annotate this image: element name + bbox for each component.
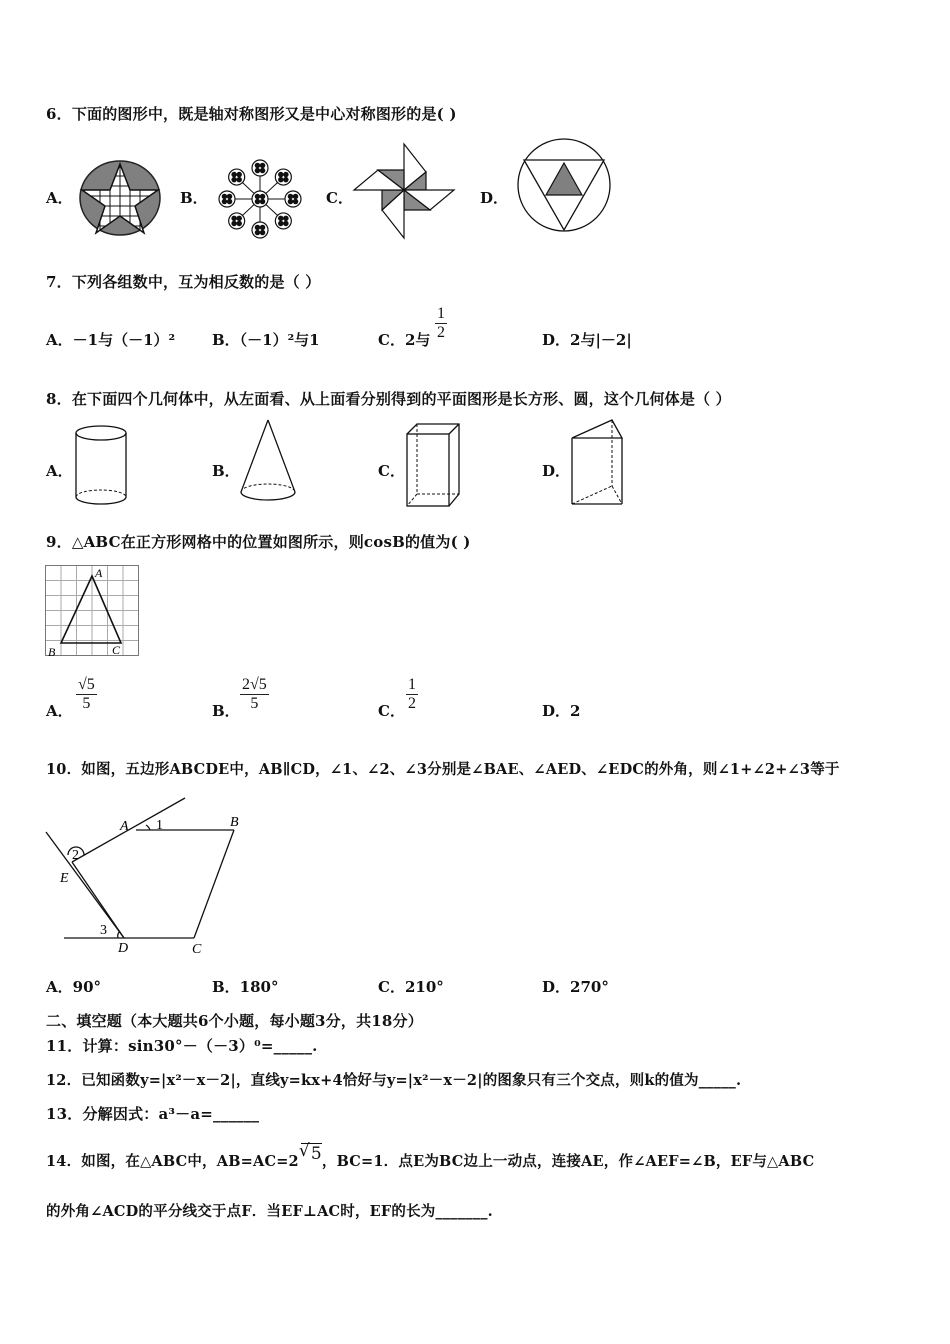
q6-figure-a-star bbox=[78, 158, 168, 240]
q9-grid-figure bbox=[44, 564, 144, 660]
q7-c-numerator: 1 bbox=[437, 305, 445, 322]
q9-label-c: C bbox=[112, 643, 121, 657]
q8-figure-a-cylinder bbox=[70, 422, 132, 510]
q7-stem: 7．下列各组数中，互为相反数的是（ ） bbox=[46, 273, 321, 291]
q10-stem: 10．如图，五边形ABCDE中，AB∥CD，∠1、∠2、∠3分别是∠BAE、∠AED、∠EDC的外角，则∠1+∠2+∠3等于 bbox=[46, 761, 840, 778]
q14-sqrt-value: 5 bbox=[310, 1144, 322, 1164]
q7-option-c-fraction bbox=[435, 305, 447, 342]
q9-c-numerator: 1 bbox=[408, 676, 416, 693]
q10-label-e: E bbox=[60, 871, 69, 886]
q9-label-b: B bbox=[48, 645, 56, 659]
q6-option-d-label: D． bbox=[480, 189, 509, 207]
q7-option-d: D．2与|－2| bbox=[542, 331, 632, 349]
q10-option-d: D．270° bbox=[542, 978, 609, 996]
q8-figure-d-tri-prism bbox=[566, 416, 628, 510]
q10-label-c: C bbox=[192, 942, 202, 957]
q9-b-numerator: 2√5 bbox=[242, 676, 267, 693]
q6-option-b-label: B． bbox=[180, 189, 208, 207]
q10-option-a: A．90° bbox=[46, 978, 102, 996]
q14-sqrt: √ 5 bbox=[298, 1141, 322, 1164]
q7-option-b: B．（－1）²与1 bbox=[212, 331, 320, 349]
q13-text: 13．分解因式：a³－a=______ bbox=[46, 1105, 260, 1123]
q8-option-a-label: A． bbox=[46, 462, 73, 480]
q9-option-c-label: C． bbox=[378, 702, 405, 720]
q9-option-d: D．2 bbox=[542, 702, 581, 720]
q7-option-c-label: C．2与 bbox=[378, 331, 431, 349]
q10-option-c: C．210° bbox=[378, 978, 444, 996]
q7-c-denominator: 2 bbox=[437, 324, 445, 341]
q8-option-d-label: D． bbox=[542, 462, 571, 480]
q14-line1-prefix: 14．如图，在△ABC中，AB=AC=2 bbox=[46, 1153, 299, 1170]
q7-option-a: A．－1与（－1）² bbox=[46, 331, 176, 349]
q10-option-b: B．180° bbox=[212, 978, 279, 996]
q9-b-denominator: 5 bbox=[250, 695, 259, 712]
q9-stem: 9．△ABC在正方形网格中的位置如图所示，则cosB的值为( ) bbox=[46, 533, 471, 551]
q8-stem: 8．在下面四个几何体中，从左面看、从上面看分别得到的平面图形是长方形、圆，这个几何体是（ ） bbox=[46, 390, 731, 408]
q6-figure-d-triangle-circle bbox=[514, 136, 614, 234]
q9-option-b-fraction bbox=[240, 676, 269, 713]
q6-figure-c-pinwheel bbox=[350, 142, 460, 242]
q9-label-a: A bbox=[95, 566, 103, 580]
q14-line1-suffix: ，BC=1．点E为BC边上一动点，连接AE，作∠AEF=∠B，EF与△ABC bbox=[321, 1153, 815, 1170]
q10-label-d: D bbox=[118, 941, 129, 956]
q6-option-c-label: C． bbox=[326, 189, 353, 207]
q8-option-c-label: C． bbox=[378, 462, 405, 480]
q9-option-a-label: A． bbox=[46, 702, 73, 720]
q10-label-b: B bbox=[230, 815, 239, 830]
q6-stem: 6．下面的图形中，既是轴对称图形又是中心对称图形的是( ) bbox=[46, 105, 457, 123]
section-2-title: 二、填空题（本大题共6个小题，每小题3分，共18分） bbox=[46, 1012, 423, 1030]
q10-angle-2: 2 bbox=[72, 848, 79, 863]
q9-option-c-fraction bbox=[406, 676, 418, 713]
q11-text: 11．计算：sin30°－（－3）⁰=_____. bbox=[46, 1037, 318, 1055]
q9-c-denominator: 2 bbox=[408, 695, 416, 712]
q9-option-b-label: B． bbox=[212, 702, 240, 720]
q14-line2: 的外角∠ACD的平分线交于点F．当EF⊥AC时，EF的长为_______. bbox=[46, 1203, 493, 1220]
q9-option-a-fraction bbox=[76, 676, 97, 713]
q6-figure-b-flower bbox=[214, 158, 306, 240]
q10-angle-1: 1 bbox=[156, 818, 163, 833]
q8-figure-b-cone bbox=[236, 416, 300, 508]
q8-option-b-label: B． bbox=[212, 462, 240, 480]
q14-line1 bbox=[46, 1141, 815, 1171]
q9-a-numerator: √5 bbox=[78, 676, 95, 693]
q10-pentagon-figure bbox=[40, 792, 270, 960]
q8-figure-c-rect-prism bbox=[402, 420, 464, 510]
q10-angle-3: 3 bbox=[100, 923, 107, 938]
q12-text: 12．已知函数y=|x²－x－2|，直线y=kx+4恰好与y=|x²－x－2|的图象只有三个交点，则k的值为_____. bbox=[46, 1072, 742, 1089]
q6-option-a-label: A． bbox=[46, 189, 73, 207]
q10-label-a: A bbox=[120, 819, 129, 834]
q9-a-denominator: 5 bbox=[82, 695, 91, 712]
